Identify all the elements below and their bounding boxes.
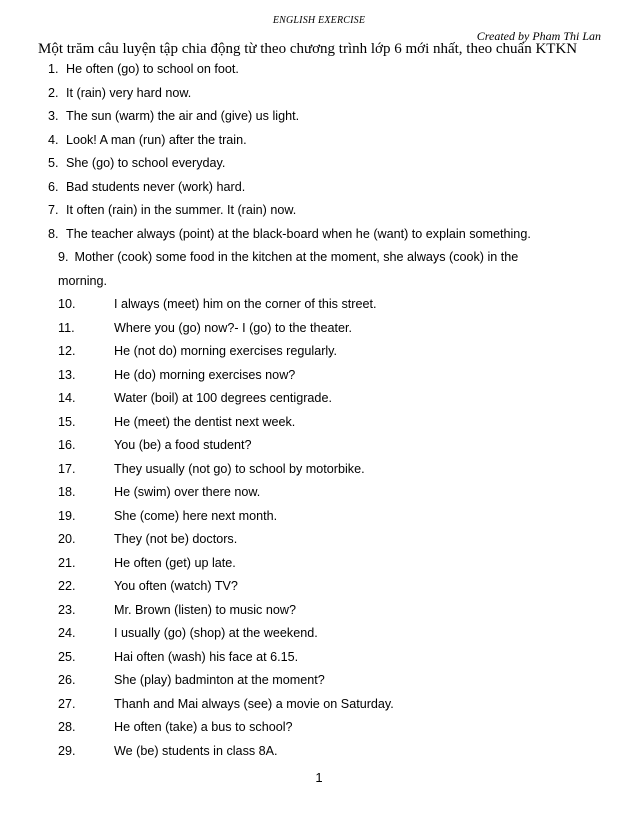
exercise-item xyxy=(0,387,638,411)
item-text: He (not do) morning exercises regularly. xyxy=(114,344,338,358)
exercise-item xyxy=(0,152,638,176)
item-number: 17. xyxy=(58,461,76,476)
exercise-item xyxy=(0,434,638,458)
item-number: 28. xyxy=(58,720,76,734)
item-text: He (do) morning exercises now? xyxy=(114,367,296,382)
item-number: 22. xyxy=(58,579,76,593)
exercise-item xyxy=(0,622,638,646)
item-number: 24. xyxy=(58,626,76,640)
item-text: It often (rain) in the summer. It (rain) now. xyxy=(66,203,297,217)
item-number: 6. xyxy=(48,179,59,194)
item-number: 29. xyxy=(58,743,76,758)
item-number: 5. xyxy=(48,156,59,170)
item-text: Where you (go) now?- I (go) to the theater. xyxy=(114,320,353,335)
item-text: Mother (cook) some food in the kitchen at the moment, she always (cook) in the morning. xyxy=(58,250,519,288)
exercise-item xyxy=(0,105,638,129)
item-text: The teacher always (point) at the black-board when he (want) to explain something. xyxy=(66,226,531,241)
exercise-item xyxy=(0,740,638,764)
item-text: Bad students never (work) hard. xyxy=(66,179,246,194)
item-number: 10. xyxy=(58,297,76,311)
exercise-item xyxy=(0,481,638,505)
exercise-item xyxy=(0,293,638,317)
item-text: She (play) badminton at the moment? xyxy=(114,673,325,687)
item-text: She (go) to school everyday. xyxy=(66,156,226,170)
page-number: 1 xyxy=(315,770,323,785)
exercise-item xyxy=(0,82,638,106)
item-number: 27. xyxy=(58,696,76,711)
item-text: Look! A man (run) after the train. xyxy=(66,132,247,147)
item-text: They usually (not go) to school by motorbike. xyxy=(114,461,365,476)
item-number: 21. xyxy=(58,555,76,570)
item-text: It (rain) very hard now. xyxy=(66,85,192,100)
item-number: 12. xyxy=(58,344,76,358)
item-number: 1. xyxy=(48,62,59,76)
item-number: 2. xyxy=(48,85,59,100)
item-text: He (swim) over there now. xyxy=(114,485,261,499)
item-text: He (meet) the dentist next week. xyxy=(114,414,296,429)
item-number: 9. xyxy=(58,250,69,264)
item-text: Water (boil) at 100 degrees centigrade. xyxy=(114,391,332,405)
exercise-item xyxy=(0,716,638,740)
item-number: 7. xyxy=(48,203,59,217)
exercise-item xyxy=(0,176,638,200)
header-title: ENGLISH EXERCISE xyxy=(272,15,366,26)
item-number: 20. xyxy=(58,532,76,546)
exercise-item xyxy=(0,646,638,670)
item-text: I always (meet) him on the corner of this street. xyxy=(114,297,377,311)
exercise-item xyxy=(0,364,638,388)
item-number: 4. xyxy=(48,132,59,147)
item-number: 26. xyxy=(58,673,76,687)
exercise-item xyxy=(0,129,638,153)
exercise-item xyxy=(0,693,638,717)
item-number: 11. xyxy=(58,320,75,335)
item-text: They (not be) doctors. xyxy=(114,532,238,546)
item-text: She (come) here next month. xyxy=(114,508,278,523)
exercise-item xyxy=(0,528,638,552)
exercise-item xyxy=(0,552,638,576)
item-text: Mr. Brown (listen) to music now? xyxy=(114,602,296,617)
item-number: 25. xyxy=(58,649,76,664)
item-text: Hai often (wash) his face at 6.15. xyxy=(114,649,299,664)
item-number: 18. xyxy=(58,485,76,499)
item-text: You (be) a food student? xyxy=(114,438,252,452)
item-text: Thanh and Mai always (see) a movie on Saturday. xyxy=(114,696,394,711)
item-number: 14. xyxy=(58,391,76,405)
document-title: Một trăm câu luyện tập chia động từ theo chương trình lớp 6 mới nhất, theo chuẩn KTKN xyxy=(38,41,578,57)
exercise-item xyxy=(0,199,638,223)
exercise-item xyxy=(0,411,638,435)
exercise-item xyxy=(0,575,638,599)
item-number: 23. xyxy=(58,602,76,617)
exercise-item xyxy=(0,246,638,293)
exercise-item xyxy=(0,317,638,341)
exercise-item xyxy=(0,505,638,529)
item-text: You often (watch) TV? xyxy=(114,579,238,593)
item-text: The sun (warm) the air and (give) us light. xyxy=(66,109,300,123)
exercise-item xyxy=(0,223,638,247)
item-number: 8. xyxy=(48,226,59,241)
exercise-item xyxy=(0,669,638,693)
item-number: 15. xyxy=(58,414,76,429)
item-number: 3. xyxy=(48,109,59,123)
item-text: He often (go) to school on foot. xyxy=(66,62,239,76)
item-number: 13. xyxy=(58,367,76,382)
exercise-item xyxy=(0,340,638,364)
exercise-item xyxy=(0,458,638,482)
item-text: We (be) students in class 8A. xyxy=(114,743,278,758)
item-text: I usually (go) (shop) at the weekend. xyxy=(114,626,318,640)
item-number: 16. xyxy=(58,438,76,452)
exercise-item xyxy=(0,58,638,82)
exercise-item xyxy=(0,599,638,623)
item-number: 19. xyxy=(58,508,76,523)
item-text: He often (take) a bus to school? xyxy=(114,720,293,734)
item-text: He often (get) up late. xyxy=(114,555,236,570)
header-author: Created by Pham Thi Lan xyxy=(476,29,601,43)
exercise-list xyxy=(0,58,638,763)
